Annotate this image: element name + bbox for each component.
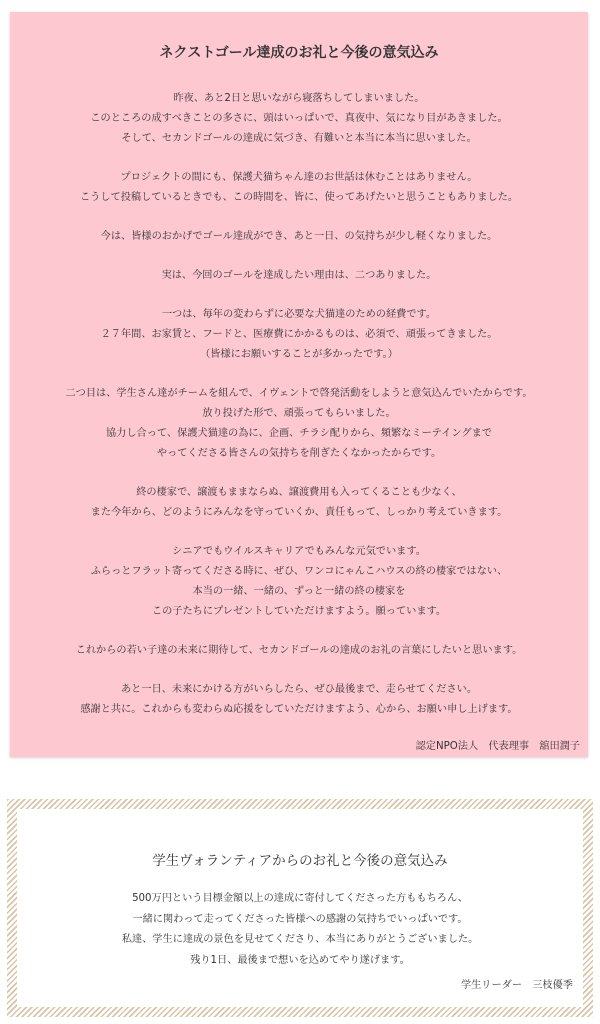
message-line: このところの成すべきことの多さに、頭はいっぱいで、真夜中、気になり目があきました。 [90,113,508,124]
message-line: 感謝と共に。これからも変わらぬ応援をしていただけますよう、心から、お願い申し上げます。 [80,704,518,715]
message-line: 放り投げた形で、頑張ってもらいました。 [202,408,396,419]
paragraph-gap [10,661,588,680]
paragraph-gap [10,365,588,384]
message-line: 一つは、毎年の変わらずに必要な犬猫達のための経費です。 [161,309,437,320]
message-line: 終の棲家で、譲渡もままならぬ、譲渡費用も入ってくることも少なく、 [136,487,462,498]
student-message-line: 私達、学生に達成の景色を見せてくださり、本当にありがとうございました。 [121,934,479,945]
student-message-line: 500万円という目標金額以上の達成に寄付してくださった方ももちろん、 [132,893,468,904]
director-signature: 認定NPO法人 代表理事 舘田潤子 [415,741,580,752]
student-message-line: 残り1日、最後まで想いを込めてやり遂げます。 [190,954,410,966]
student-message-box [17,809,583,1007]
paragraph-gap [10,286,588,305]
message-line: ２７年間、お家賃と、フードと、医療費にかかるものは、必須で、頑張ってきました。 [100,329,498,340]
paragraph-gap [10,247,588,266]
student-message-title: 学生ヴォランティアからのお礼と今後の意気込み [152,853,448,869]
student-message-frame [7,799,593,1017]
message-line: そして、セカンドゴールの達成に気づき、有難いと本当に本当に思いました。 [121,133,477,144]
student-message-line: 一緒に関わって走ってくださった皆様への感謝の気持ちでいっぱいです。 [132,913,468,925]
paragraph-gap [10,622,588,641]
paragraph-gap [10,464,588,483]
message-line: 二つ目は、学生さん達がチームを組んで、イヴェントで啓発活動をしようと意気込んでいたからです。 [65,388,533,399]
message-line: この子たちにプレゼントしていただけますよう。願っています。 [151,606,447,617]
message-line: これからの若い子達の未来に期待して、セカンドゴールの達成のお礼の言葉にしたいと思います。 [75,645,523,656]
director-message-body [10,89,588,720]
paragraph-gap [10,523,588,542]
message-line: やってくださる皆さんの気持ちを削ぎたくなかったからです。 [156,448,442,459]
director-message-box [10,12,588,757]
message-line: （皆様にお願いすることが多かったです。） [200,349,398,360]
message-line: 協力し合って、保護犬猫達の為に、企画、チラシ配りから、頻繁なミーテイングまで [106,428,492,439]
message-line: ふらっとフラット寄ってくださる時に、ぜひ、ワンコにゃんこハウスの終の棲家ではない、 [90,566,508,577]
student-message-body [17,889,583,971]
director-message-title: ネクストゴール達成のお礼と今後の意気込み [159,45,439,61]
message-line: 実は、今回のゴールを達成したい理由は、二つありました。 [161,270,437,281]
student-signature: 学生リーダー 三枝優季 [460,980,573,991]
message-line: あと一日、未来にかける方がいらしたら、ぜひ最後まで、走らせてください。 [120,684,478,695]
message-line: 今は、皆様のおかげでゴール達成ができ、あと一日、の気持ちが少し軽くなりました。 [100,231,498,242]
message-line: 本当の一緒、一緒の、ずっと一緒の終の棲家を [192,586,406,597]
message-line: 昨夜、あと2日と思いながら寝落ちしてしまいました。 [173,93,425,104]
message-line: プロジェクトの間にも、保護犬猫ちゃん達のお世話は休むことはありません。 [120,172,478,183]
paragraph-gap [10,149,588,168]
message-line: また今年から、どのようにみんなを守っていくか、責任もって、しっかり考えていきます。 [90,507,508,518]
paragraph-gap [10,208,588,227]
message-line: こうして投稿しているときでも、この時間を、皆に、使ってあげたいと思うこともありました。 [79,192,519,203]
message-line: シニアでもウイルスキャリアでもみんな元気でいます。 [172,546,426,557]
